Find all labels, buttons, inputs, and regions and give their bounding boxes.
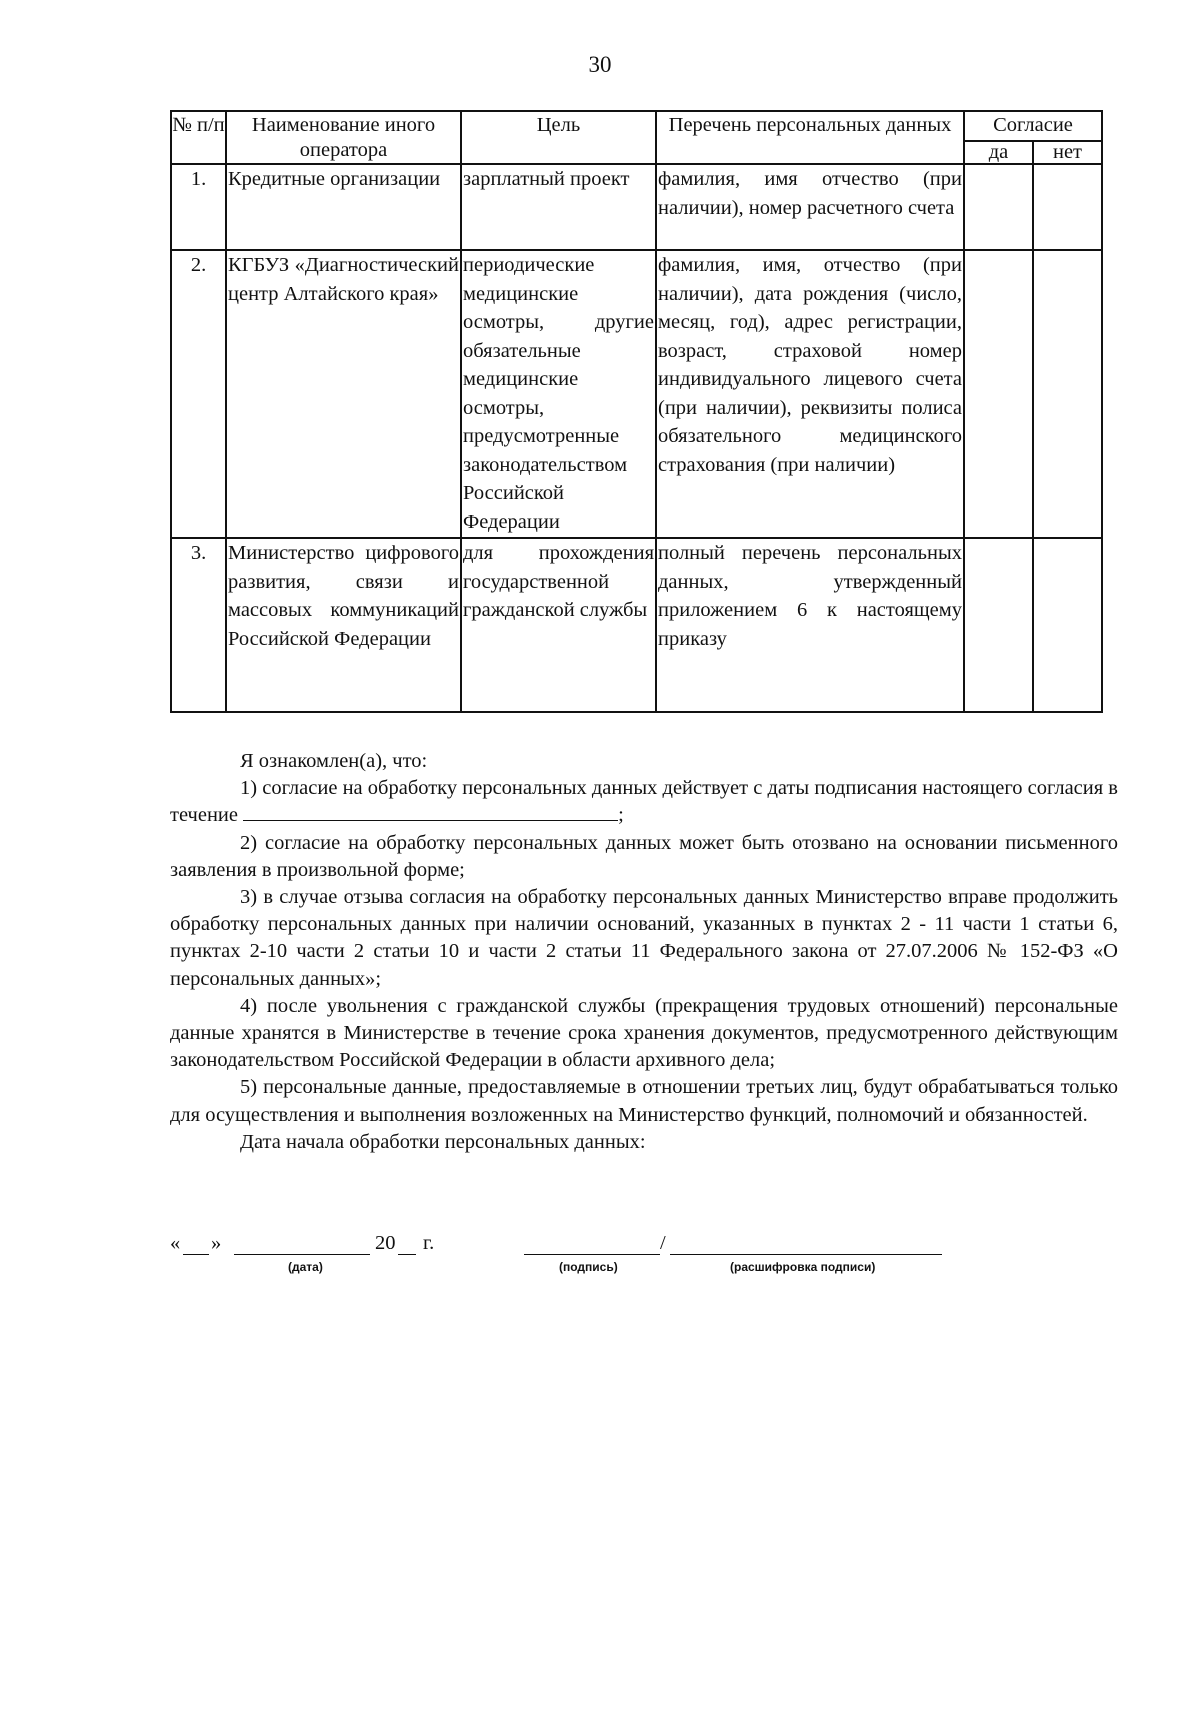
quote-open: «	[170, 1232, 181, 1254]
page-number: 30	[588, 52, 612, 77]
signature-field[interactable]	[524, 1254, 660, 1255]
item-1-end: ;	[618, 804, 624, 827]
table-row	[171, 538, 1102, 712]
year-field[interactable]	[398, 1254, 416, 1255]
row-operator: Кредитные организации	[226, 164, 461, 250]
header-data-list: Перечень персональных данных	[656, 111, 964, 164]
validity-period-field[interactable]	[243, 802, 618, 821]
month-field[interactable]	[234, 1254, 370, 1255]
row-num: 3.	[171, 538, 226, 712]
header-consent: Согласие	[964, 111, 1102, 141]
item-5: 5) персональные данные, предоставляемые в отношении третьих лиц, будут обрабатываться только для осуществления и выполнения возложенных на Министерство функций, полномочий и обязанностей.	[170, 1076, 1118, 1126]
row-operator: КГБУЗ «Диагностический центр Алтайского края»	[226, 250, 461, 538]
row-purpose: для прохождения государственной гражданской службы	[461, 538, 656, 712]
acknowledgement-text	[170, 748, 1118, 1156]
item-4: 4) после увольнения с гражданской службы (прекращения трудовых отношений) персональные данные хранятся в Министерстве в течение срока хранения документов, предусмотренного действующим законодательством Российской Федерации в области архивного дела;	[170, 994, 1118, 1072]
row-operator: Министерство цифрового развития, связи и массовых коммуникаций Российской Федерации	[226, 538, 461, 712]
quote-close: »	[211, 1232, 222, 1254]
item-1-text: 1) согласие на обработку персональных данных действует с даты подписания настоящего согласия в течение	[170, 777, 1118, 827]
consent-yes-cell[interactable]	[964, 538, 1033, 712]
row-data-list: полный перечень персональных данных, утвержденный приложением 6 к настоящему приказу	[656, 538, 964, 712]
consent-no-cell[interactable]	[1033, 538, 1102, 712]
consent-no-cell[interactable]	[1033, 250, 1102, 538]
row-num: 2.	[171, 250, 226, 538]
header-num: № п/п	[171, 111, 226, 164]
day-field[interactable]	[183, 1254, 209, 1255]
start-date-label: Дата начала обработки персональных данных:	[240, 1130, 646, 1153]
caption-signature-decode: (расшифровка подписи)	[730, 1260, 876, 1274]
item-1	[170, 775, 1118, 829]
row-purpose: периодические медицинские осмотры, другие обязательные медицинские осмотры, предусмотренные законодательством Российской Федерации	[461, 250, 656, 538]
signature-decode-field[interactable]	[670, 1254, 942, 1255]
consent-table	[170, 110, 1103, 713]
row-data-list: фамилия, имя отчество (при наличии), номер расчетного счета	[656, 164, 964, 250]
item-2: 2) согласие на обработку персональных данных может быть отозвано на основании письменного заявления в произвольной форме;	[170, 831, 1118, 881]
caption-signature: (подпись)	[559, 1260, 618, 1274]
year-prefix: 20	[375, 1232, 396, 1254]
header-consent-yes: да	[964, 141, 1033, 164]
consent-yes-cell[interactable]	[964, 250, 1033, 538]
caption-date: (дата)	[288, 1260, 323, 1274]
table-row	[171, 164, 1102, 250]
header-operator: Наименование иного оператора	[226, 111, 461, 164]
slash: /	[660, 1232, 666, 1254]
row-purpose: зарплатный проект	[461, 164, 656, 250]
table-row	[171, 250, 1102, 538]
row-data-list: фамилия, имя, отчество (при наличии), дата рождения (число, месяц, год), адрес регистрации, возраст, страховой номер индивидуального лицевого счета (при наличии), реквизиты полиса обязательного медицинского страхования (при наличии)	[656, 250, 964, 538]
signature-row	[170, 1232, 1118, 1292]
row-num: 1.	[171, 164, 226, 250]
year-suffix: г.	[423, 1232, 435, 1254]
consent-yes-cell[interactable]	[964, 164, 1033, 250]
intro-line: Я ознакомлен(а), что:	[240, 750, 428, 772]
consent-no-cell[interactable]	[1033, 164, 1102, 250]
item-3: 3) в случае отзыва согласия на обработку персональных данных Министерство вправе продолжить обработку персональных данных при наличии оснований, указанных в пунктах 2 - 11 части 1 статьи 6, пунктах 2-10 части 2 статьи 10 и части 2 статьи 11 Федерального закона от 27.07.2006 № 152-ФЗ «О персональных данных»;	[170, 886, 1118, 990]
header-purpose: Цель	[461, 111, 656, 164]
header-consent-no: нет	[1033, 141, 1102, 164]
